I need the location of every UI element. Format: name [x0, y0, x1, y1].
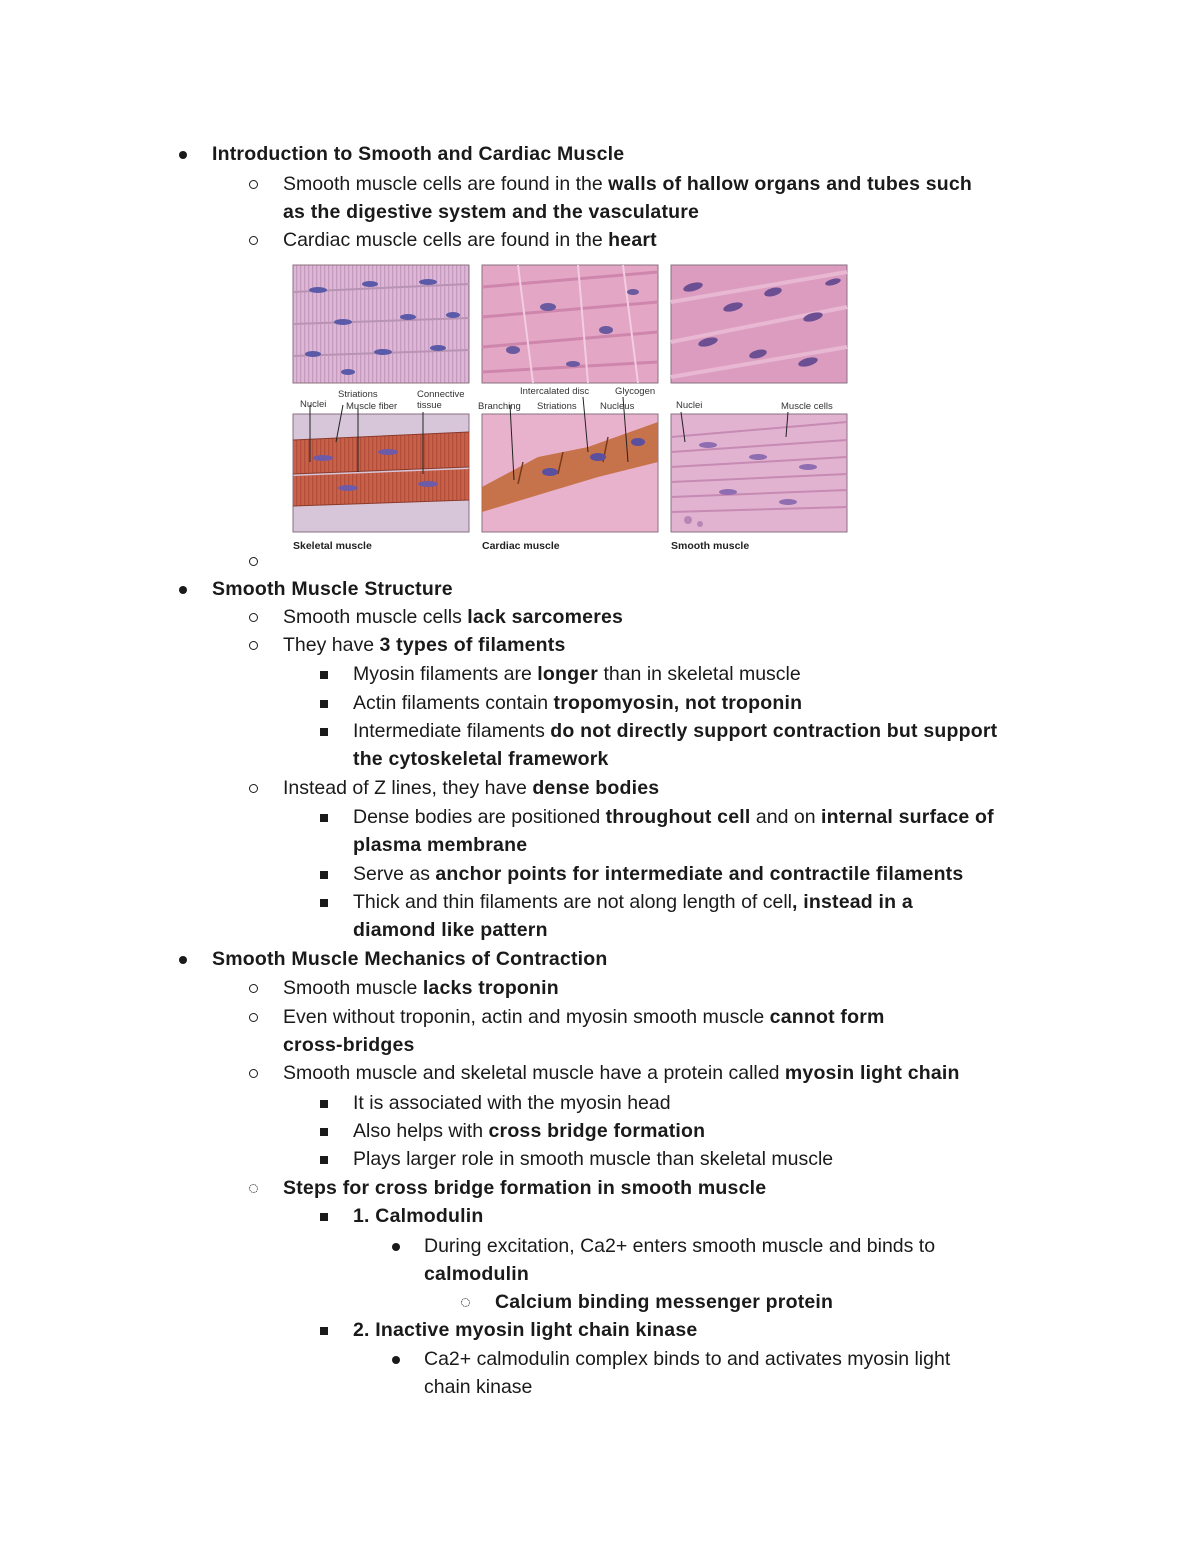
structure-dense-text-cont: plasma membrane [353, 834, 528, 856]
step2-title: 2. Inactive myosin light chain kinase [353, 1319, 698, 1341]
label-branching: Branching [478, 401, 521, 412]
intro-smooth-text: Smooth muscle cells are found in the walls of hallow organs and tubes such [283, 173, 973, 195]
caption-cardiac: Cardiac muscle [482, 540, 560, 552]
cardiac-diagram [482, 397, 658, 532]
step2-text: Ca2+ calmodulin complex binds to and activates myosin light [424, 1348, 951, 1370]
step2-text-cont: chain kinase [424, 1376, 533, 1398]
structure-types-text: They have 3 types of filaments [283, 634, 566, 656]
step1-title: 1. Calmodulin [353, 1205, 484, 1227]
structure-thick-text-cont: diamond like pattern [353, 919, 548, 941]
structure-lack-text: Smooth muscle cells lack sarcomeres [283, 606, 624, 628]
skeletal-diagram [293, 405, 469, 532]
intro-smooth-text-cont: as the digestive system and the vasculature [283, 201, 700, 223]
mechanics-helps-text: Also helps with cross bridge formation [353, 1120, 706, 1142]
label-nuclei-smooth: Nuclei [676, 400, 703, 411]
label-striations: Striations [338, 389, 378, 400]
label-muscle-cells: Muscle cells [781, 401, 833, 412]
section-title-intro: Introduction to Smooth and Cardiac Muscle [212, 143, 625, 165]
step1-sub-text: Calcium binding messenger protein [495, 1291, 834, 1313]
label-glycogen: Glycogen [615, 386, 656, 397]
cardiac-photo [482, 265, 658, 383]
structure-anchor-text: Serve as anchor points for intermediate and contractile filaments [353, 863, 964, 885]
smooth-diagram [671, 412, 847, 532]
structure-zlines-text: Instead of Z lines, they have dense bodies [283, 777, 660, 799]
intro-cardiac-text: Cardiac muscle cells are found in the heart [283, 229, 657, 251]
label-tissue: tissue [417, 400, 442, 411]
label-nucleus: Nucleus [600, 401, 635, 412]
structure-intermediate-text: Intermediate filaments do not directly support contraction but support [353, 720, 998, 742]
caption-skeletal: Skeletal muscle [293, 540, 372, 552]
label-connective: Connective [417, 389, 465, 400]
muscle-types-figure [288, 262, 854, 552]
step1-text: During excitation, Ca2+ enters smooth muscle and binds to [424, 1235, 936, 1257]
mechanics-lacks-text: Smooth muscle lacks troponin [283, 977, 559, 999]
structure-intermediate-text-cont: the cytoskeletal framework [353, 748, 609, 770]
mechanics-assoc-text: It is associated with the myosin head [353, 1092, 671, 1114]
skeletal-photo [293, 265, 469, 383]
mechanics-even-text: Even without troponin, actin and myosin smooth muscle cannot form [283, 1006, 885, 1028]
label-nuclei: Nuclei [300, 399, 327, 410]
label-striations-cardiac: Striations [537, 401, 577, 412]
caption-smooth: Smooth muscle [671, 540, 750, 552]
mechanics-steps-title: Steps for cross bridge formation in smooth muscle [283, 1177, 767, 1199]
label-muscle-fiber: Muscle fiber [346, 401, 398, 412]
label-intercalated-disc: Intercalated disc [520, 386, 590, 397]
section-title-mechanics: Smooth Muscle Mechanics of Contraction [212, 948, 608, 970]
mechanics-larger-text: Plays larger role in smooth muscle than skeletal muscle [353, 1148, 834, 1170]
section-title-structure: Smooth Muscle Structure [212, 578, 453, 600]
structure-actin-text: Actin filaments contain tropomyosin, not troponin [353, 692, 803, 714]
step1-text-cont: calmodulin [424, 1263, 529, 1285]
mechanics-mlc-text: Smooth muscle and skeletal muscle have a protein called myosin light chain [283, 1062, 960, 1084]
mechanics-even-text-cont: cross-bridges [283, 1034, 415, 1056]
structure-dense-text: Dense bodies are positioned throughout cell and on internal surface of [353, 806, 994, 828]
structure-thick-text: Thick and thin filaments are not along length of cell, instead in a [353, 891, 913, 913]
structure-myosin-text: Myosin filaments are longer than in skeletal muscle [353, 663, 801, 685]
smooth-photo [671, 265, 847, 383]
